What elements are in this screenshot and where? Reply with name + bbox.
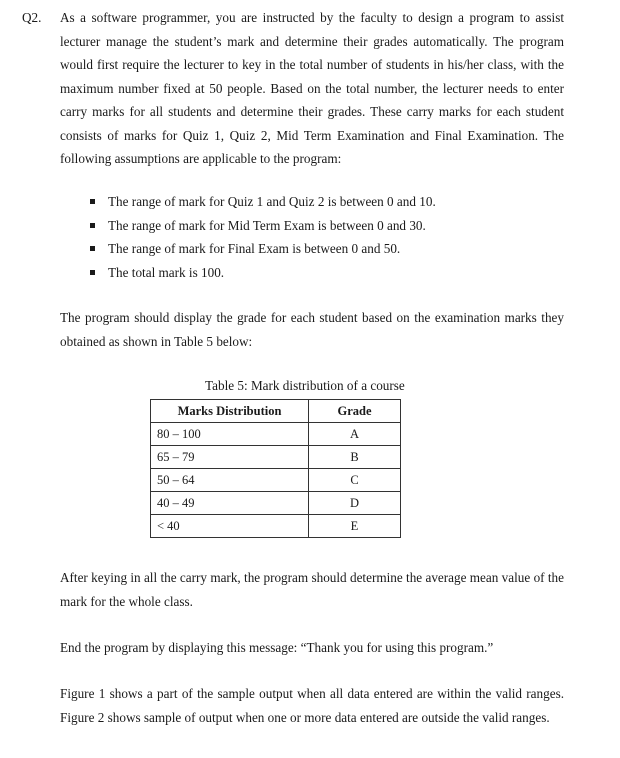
header-marks-distribution: Marks Distribution — [151, 400, 309, 423]
list-item — [86, 261, 436, 285]
grade-cell: A — [309, 423, 401, 446]
assumption-text: The total mark is 100. — [108, 264, 225, 280]
assumption-text: The range of mark for Quiz 1 and Quiz 2 is between 0 and 10. — [108, 194, 436, 209]
assumption-text: The range of mark for Mid Term Exam is between 0 and 30. — [108, 217, 426, 233]
average-paragraph: After keying in all the carry mark, the program should determine the average mean value of the mark for the whole class. — [60, 570, 564, 609]
marks-cell: 50 – 64 — [151, 469, 309, 492]
grade-cell: B — [309, 446, 401, 469]
bullet-square-icon — [90, 246, 95, 251]
grade-cell: D — [309, 492, 401, 515]
marks-cell: < 40 — [151, 515, 309, 538]
bullet-square-icon — [90, 223, 95, 228]
assumptions-list — [86, 190, 436, 284]
bullet-square-icon — [90, 199, 95, 204]
table-caption: Table 5: Mark distribution of a course — [205, 378, 405, 393]
grade-table — [150, 399, 401, 538]
table-row — [151, 423, 401, 446]
display-paragraph: The program should display the grade for each student based on the examination marks they obtained as shown in Table 5 below: — [60, 310, 564, 349]
marks-cell: 80 – 100 — [151, 423, 309, 446]
figures-paragraph: Figure 1 shows a part of the sample output when all data entered are within the valid ranges. Figure 2 shows sample of output when one or more data entered are outside the valid ranges. — [60, 686, 564, 725]
marks-cell: 40 – 49 — [151, 492, 309, 515]
intro-paragraph: As a software programmer, you are instructed by the faculty to design a program to assist lecturer manage the student’s mark and determine their grades automatically. The program would first require the lecturer to key in the total number of students in his/her class, with the maximum number fixed at 50 people. Based on the total number, the lecturer needs to enter carry marks for all students and determine their grades. These carry marks for each student consists of marks for Quiz 1, Quiz 2, Mid Term Examination and Final Examination. The following assumptions are applicable to the program: — [60, 10, 564, 166]
list-item — [86, 237, 436, 261]
table-header-row — [151, 400, 401, 423]
table-row — [151, 515, 401, 538]
list-item — [86, 214, 436, 238]
table-row — [151, 446, 401, 469]
marks-cell: 65 – 79 — [151, 446, 309, 469]
bullet-square-icon — [90, 270, 95, 275]
table-row — [151, 469, 401, 492]
list-item — [86, 190, 436, 214]
grade-cell: C — [309, 469, 401, 492]
header-grade: Grade — [309, 400, 401, 423]
question-number: Q2. — [22, 10, 42, 25]
end-message-paragraph: End the program by displaying this message: “Thank you for using this program.” — [60, 640, 494, 655]
grade-cell: E — [309, 515, 401, 538]
assumption-text: The range of mark for Final Exam is between 0 and 50. — [108, 241, 401, 256]
table-row — [151, 492, 401, 515]
